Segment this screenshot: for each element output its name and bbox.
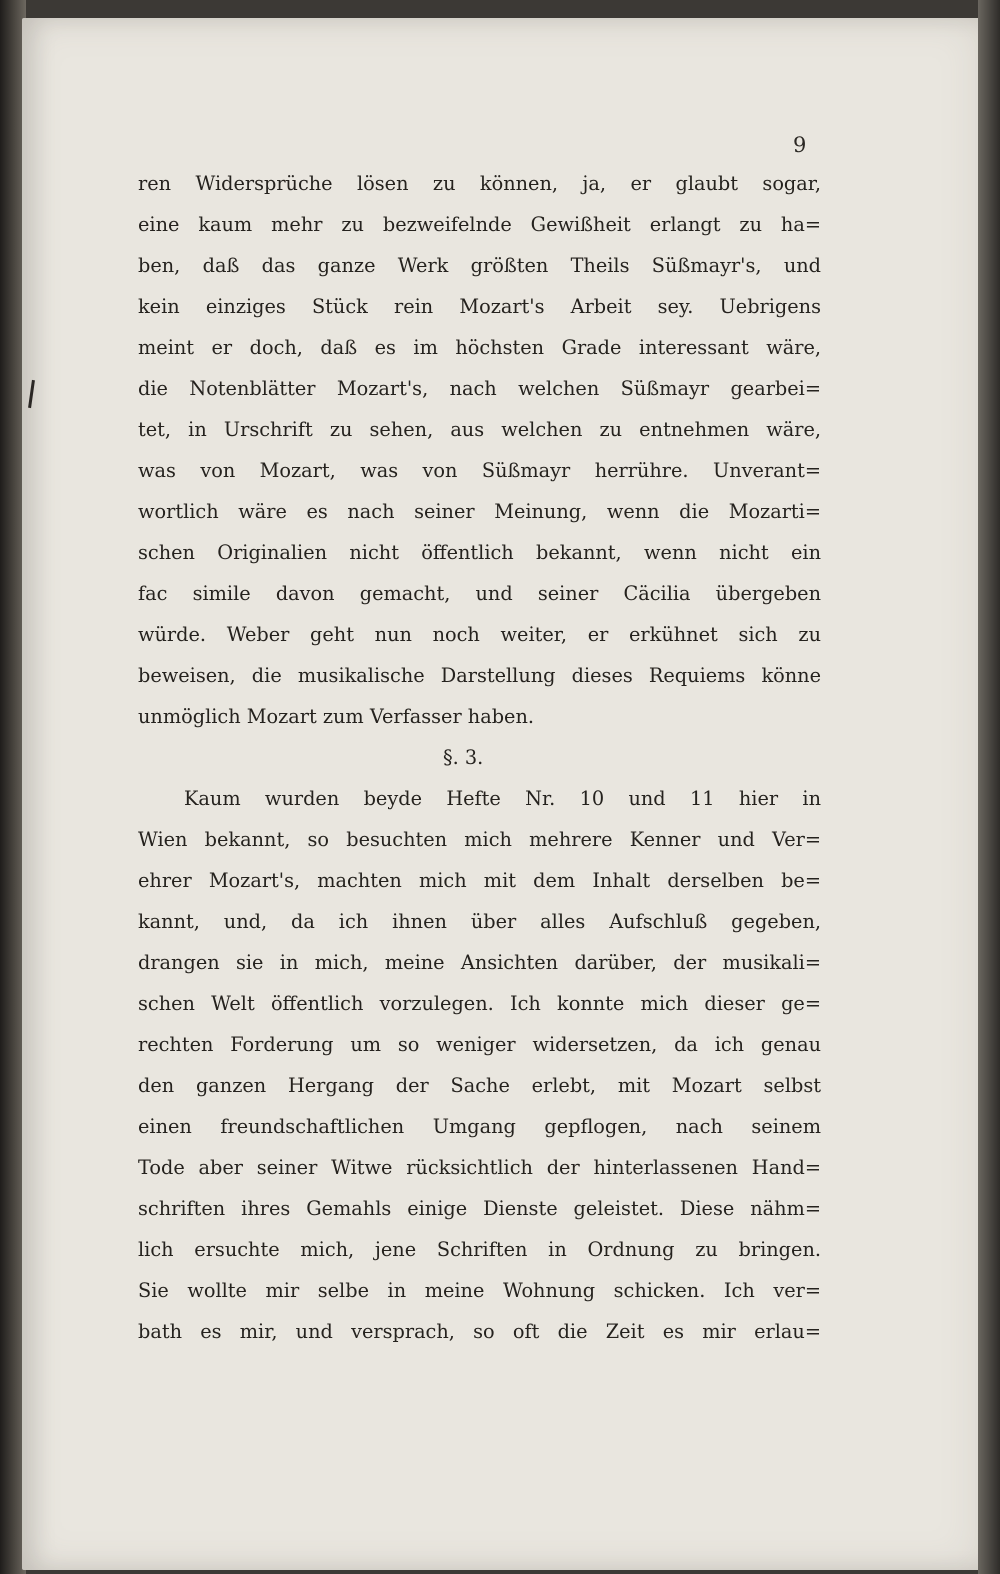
- text-line: meint er doch, daß es im höchsten Grade interessant wäre,: [138, 336, 821, 359]
- text-line: drangen sie in mich, meine Ansichten darüber, der musikali=: [138, 951, 821, 974]
- text-line: würde. Weber geht nun noch weiter, er erkühnet sich zu: [138, 623, 821, 646]
- page-edge: [978, 0, 1000, 1574]
- text-line: was von Mozart, was von Süßmayr herrühre. Unverant=: [138, 459, 821, 482]
- section-heading: §. 3.: [443, 746, 484, 769]
- text-line: beweisen, die musikalische Darstellung dieses Requiems könne: [138, 664, 821, 687]
- page-number: 9: [793, 133, 807, 157]
- text-line: einen freundschaftlichen Umgang gepflogen, nach seinem: [138, 1115, 821, 1138]
- text-line: wortlich wäre es nach seiner Meinung, wenn die Mozarti=: [138, 500, 821, 523]
- text-line: Tode aber seiner Witwe rücksichtlich der hinterlassenen Hand=: [138, 1156, 821, 1179]
- text-line: unmöglich Mozart zum Verfasser haben.: [138, 705, 535, 728]
- text-line: rechten Forderung um so weniger widersetzen, da ich genau: [138, 1033, 821, 1056]
- text-line: den ganzen Hergang der Sache erlebt, mit Mozart selbst: [138, 1074, 821, 1097]
- text-line: kein einziges Stück rein Mozart's Arbeit sey. Uebrigens: [138, 295, 821, 318]
- text-line: ben, daß das ganze Werk größten Theils Süßmayr's, und: [138, 254, 821, 277]
- text-line: lich ersuchte mich, jene Schriften in Ordnung zu bringen.: [138, 1238, 821, 1261]
- text-line: bath es mir, und versprach, so oft die Zeit es mir erlau=: [138, 1320, 821, 1343]
- text-line: ehrer Mozart's, machten mich mit dem Inhalt derselben be=: [138, 869, 821, 892]
- text-line: eine kaum mehr zu bezweifelnde Gewißheit erlangt zu ha=: [138, 213, 821, 236]
- text-line: Wien bekannt, so besuchten mich mehrere Kenner und Ver=: [138, 828, 821, 851]
- body-text: [138, 163, 821, 1352]
- text-line: kannt, und, da ich ihnen über alles Aufschluß gegeben,: [138, 910, 821, 933]
- text-line: tet, in Urschrift zu sehen, aus welchen zu entnehmen wäre,: [138, 418, 821, 441]
- text-line: schen Originalien nicht öffentlich bekannt, wenn nicht ein: [138, 541, 821, 564]
- text-line: schriften ihres Gemahls einige Dienste geleistet. Diese nähm=: [138, 1197, 821, 1220]
- text-line: fac simile davon gemacht, und seiner Cäcilia übergeben: [138, 582, 821, 605]
- text-line: schen Welt öffentlich vorzulegen. Ich konnte mich dieser ge=: [138, 992, 821, 1015]
- text-line: Sie wollte mir selbe in meine Wohnung schicken. Ich ver=: [138, 1279, 821, 1302]
- text-line: Kaum wurden beyde Hefte Nr. 10 und 11 hier in: [184, 787, 821, 810]
- text-line: ren Widersprüche lösen zu können, ja, er glaubt sogar,: [138, 172, 821, 195]
- text-line: die Notenblätter Mozart's, nach welchen Süßmayr gearbei=: [138, 377, 821, 400]
